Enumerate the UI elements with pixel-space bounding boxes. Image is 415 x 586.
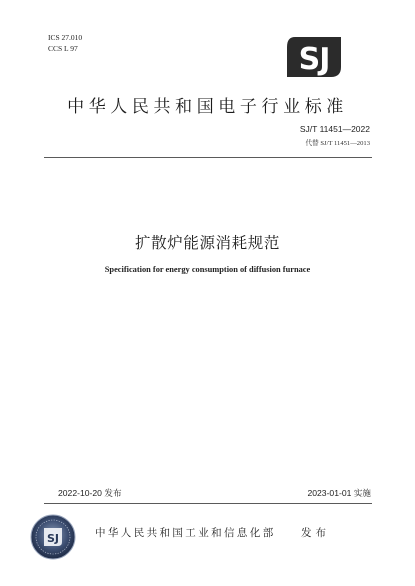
svg-text:SJ: SJ (46, 532, 60, 545)
bottom-divider (44, 503, 372, 504)
publisher-seal-icon (30, 514, 76, 560)
standard-number: SJ/T 11451—2022 (299, 124, 370, 134)
sj-logo-icon (284, 34, 344, 80)
svg-text:SJ: SJ (298, 42, 330, 77)
implementation-date: 2023-01-01 实施 (307, 488, 371, 498)
publisher-name: 中华人民共和国工业和信息化部 (95, 527, 276, 539)
replaced-standard: 代替 SJ/T 11451—2013 (305, 140, 370, 147)
document-title-english: Specification for energy consumption of diffusion furnace (104, 265, 311, 274)
ics-code: ICS 27.010 (48, 33, 83, 42)
standard-category-title: 中华人民共和国电子行业标准 (67, 97, 348, 117)
ccs-code: CCS L 97 (48, 44, 78, 53)
document-title-chinese: 扩散炉能源消耗规范 (135, 234, 280, 252)
issue-date: 2022-10-20 发布 (58, 488, 122, 498)
classification-codes (48, 32, 82, 54)
publish-label: 发布 (301, 527, 330, 539)
top-divider (44, 157, 372, 158)
